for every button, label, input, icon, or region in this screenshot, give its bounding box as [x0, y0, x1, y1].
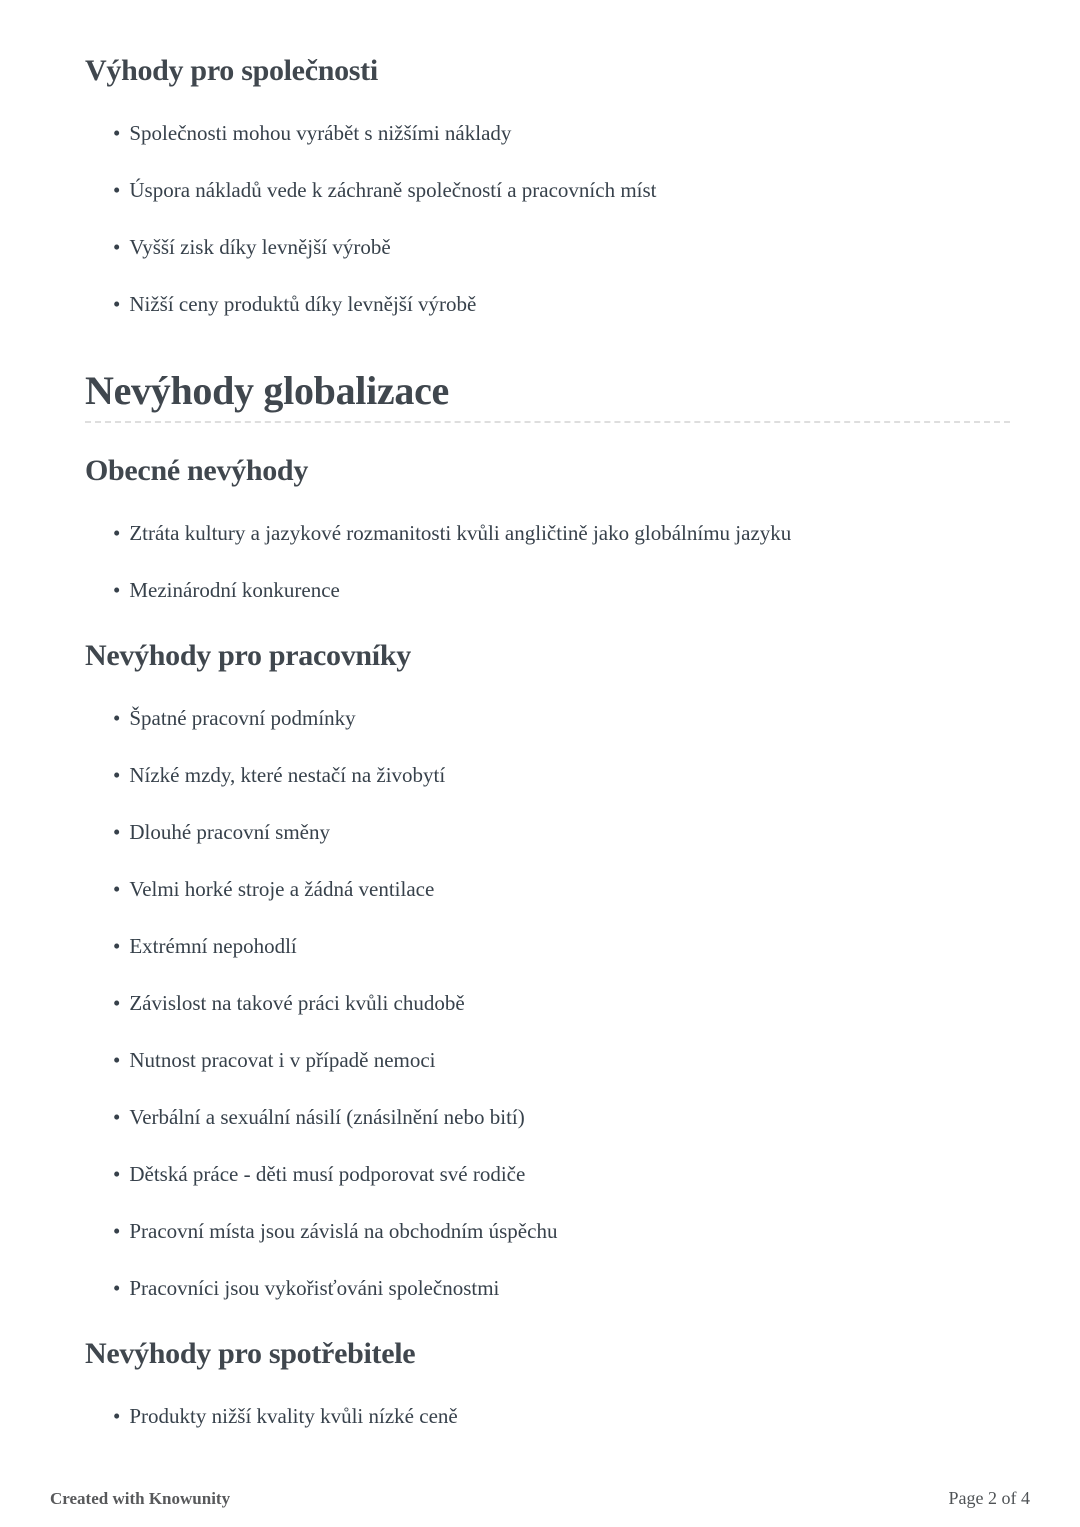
bullet-icon: • — [113, 1048, 121, 1072]
bullet-icon: • — [113, 1162, 121, 1186]
list-item-text: Extrémní nepohodlí — [129, 934, 297, 958]
list-item — [113, 236, 1010, 259]
bullet-icon: • — [113, 991, 121, 1015]
list-item — [113, 522, 1010, 545]
list-item — [113, 992, 1010, 1015]
bullet-icon: • — [113, 178, 121, 202]
list-item-text: Verbální a sexuální násilí (znásilnění nebo bití) — [129, 1105, 525, 1129]
bullet-list — [85, 1405, 1010, 1428]
page-title: Nevýhody globalizace — [85, 370, 1010, 423]
list-item-text: Mezinárodní konkurence — [129, 578, 340, 602]
list-item — [113, 1163, 1010, 1186]
list-item — [113, 821, 1010, 844]
list-item — [113, 878, 1010, 901]
section-nevyhody-pro-pracovniky — [85, 639, 1010, 1300]
list-item-text: Úspora nákladů vede k záchraně společností a pracovních míst — [129, 178, 657, 202]
list-item — [113, 122, 1010, 145]
list-item-text: Dětská práce - děti musí podporovat své rodiče — [129, 1162, 526, 1186]
list-item-text: Špatné pracovní podmínky — [129, 706, 356, 730]
list-item-text: Velmi horké stroje a žádná ventilace — [129, 877, 435, 901]
bullet-icon: • — [113, 877, 121, 901]
section-vyhody-pro-spolecnosti — [85, 54, 1010, 316]
list-item-text: Produkty nižší kvality kvůli nízké ceně — [129, 1404, 458, 1428]
list-item — [113, 764, 1010, 787]
bullet-icon: • — [113, 820, 121, 844]
bullet-icon: • — [113, 235, 121, 259]
list-item — [113, 1220, 1010, 1243]
list-item-text: Dlouhé pracovní směny — [129, 820, 330, 844]
page-number: Page 2 of 4 — [948, 1488, 1030, 1508]
list-item — [113, 1106, 1010, 1129]
list-item-text: Nižší ceny produktů díky levnější výrobě — [129, 292, 477, 316]
list-item-text: Pracovní místa jsou závislá na obchodním úspěchu — [129, 1219, 558, 1243]
bullet-icon: • — [113, 292, 121, 316]
section-nevyhody-pro-spotrebitele — [85, 1337, 1010, 1428]
bullet-icon: • — [113, 1219, 121, 1243]
section-heading: Nevýhody pro spotřebitele — [85, 1337, 416, 1370]
list-item-text: Ztráta kultury a jazykové rozmanitosti kvůli angličtině jako globálnímu jazyku — [129, 521, 792, 545]
bullet-icon: • — [113, 578, 121, 602]
list-item-text: Pracovníci jsou vykořisťováni společnostmi — [129, 1276, 500, 1300]
bullet-icon: • — [113, 706, 121, 730]
bullet-icon: • — [113, 1276, 121, 1300]
list-item-text: Nízké mzdy, které nestačí na živobytí — [129, 763, 446, 787]
bullet-list — [85, 522, 1010, 602]
list-item — [113, 1049, 1010, 1072]
list-item — [113, 1405, 1010, 1428]
bullet-list — [85, 707, 1010, 1300]
footer-branding: Created with Knowunity — [50, 1489, 231, 1508]
section-heading: Obecné nevýhody — [85, 454, 309, 487]
list-item-text: Nutnost pracovat i v případě nemoci — [129, 1048, 436, 1072]
bullet-list — [85, 122, 1010, 316]
list-item — [113, 293, 1010, 316]
list-item-text: Vyšší zisk díky levnější výrobě — [129, 235, 391, 259]
list-item — [113, 1277, 1010, 1300]
bullet-icon: • — [113, 1404, 121, 1428]
bullet-icon: • — [113, 763, 121, 787]
list-item — [113, 707, 1010, 730]
section-obecne-nevyhody — [85, 454, 1010, 602]
bullet-icon: • — [113, 121, 121, 145]
section-heading: Výhody pro společnosti — [85, 54, 378, 87]
list-item — [113, 579, 1010, 602]
bullet-icon: • — [113, 521, 121, 545]
page-footer — [50, 1488, 1030, 1509]
list-item — [113, 179, 1010, 202]
bullet-icon: • — [113, 1105, 121, 1129]
list-item — [113, 935, 1010, 958]
bullet-icon: • — [113, 934, 121, 958]
list-item-text: Společnosti mohou vyrábět s nižšími náklady — [129, 121, 512, 145]
section-heading: Nevýhody pro pracovníky — [85, 639, 411, 672]
list-item-text: Závislost na takové práci kvůli chudobě — [129, 991, 465, 1015]
